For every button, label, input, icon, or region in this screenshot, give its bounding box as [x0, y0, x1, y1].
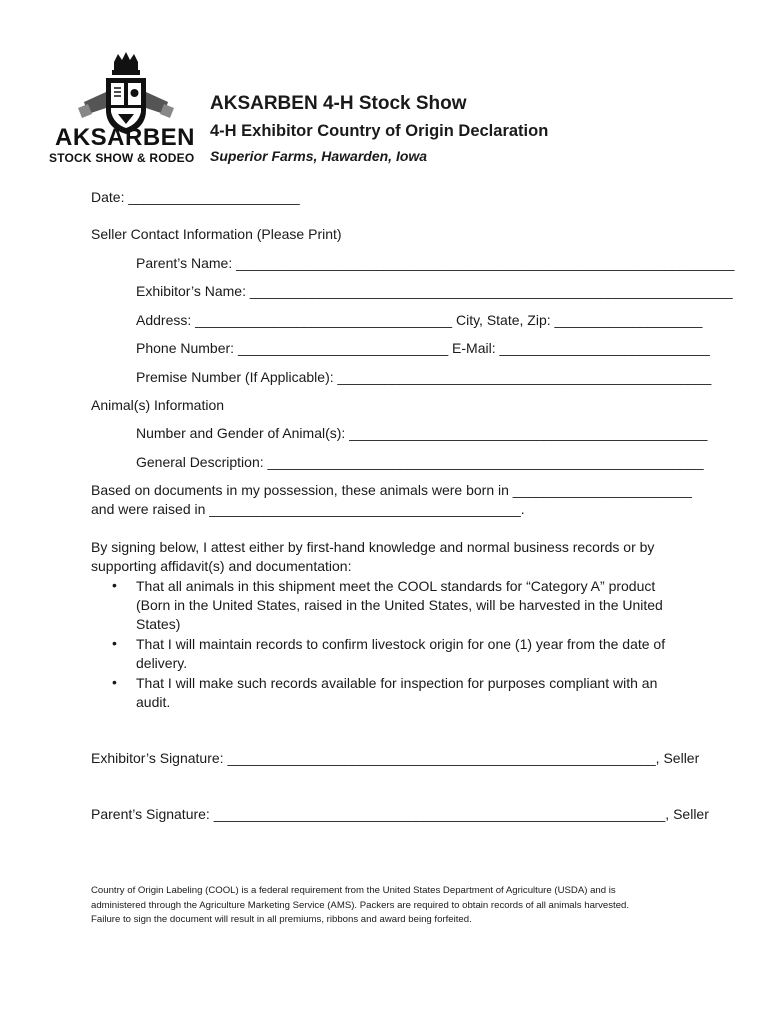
page-title: AKSARBEN 4-H Stock Show: [210, 93, 467, 114]
bullet-icon: •: [112, 635, 117, 651]
logo-wordmark: AKSARBEN: [55, 124, 196, 151]
exhibitor-signature-field[interactable]: Exhibitor’s Signature: _______________________________________________________, Seller: [91, 750, 700, 766]
parent-signature-field[interactable]: Parent’s Signature: __________________________________________________________, Seller: [91, 806, 709, 822]
exhibitor-name-field[interactable]: Exhibitor’s Name: ______________________________________________________________: [136, 283, 733, 299]
attest-bullet: That I will make such records available for inspection for purposes compliant with an audit.: [136, 675, 658, 710]
phone-email-field[interactable]: Phone Number: ___________________________ E-Mail: ___________________________: [136, 340, 710, 356]
footer-line: administered through the Agriculture Marketing Service (AMS). Packers are required to obtain records of all animals harvested.: [91, 899, 630, 911]
seller-heading: Seller Contact Information (Please Print): [91, 226, 342, 242]
date-field[interactable]: Date: ______________________: [91, 189, 300, 205]
page-location: Superior Farms, Hawarden, Iowa: [210, 148, 428, 164]
number-gender-field[interactable]: Number and Gender of Animal(s): ______________________________________________: [136, 425, 708, 441]
general-description-field[interactable]: General Description: ________________________________________________________: [136, 454, 704, 470]
logo-tagline: STOCK SHOW & RODEO: [49, 151, 195, 165]
footer-line: Failure to sign the document will result in all premiums, ribbons and award being forfeited.: [91, 914, 472, 925]
footer-note: [91, 884, 691, 928]
page-subtitle: 4-H Exhibitor Country of Origin Declaration: [210, 122, 549, 140]
attest-intro-1: By signing below, I attest either by first-hand knowledge and normal business records or by: [91, 539, 655, 555]
bullet-icon: •: [112, 674, 117, 690]
parent-name-field[interactable]: Parent’s Name: ________________________________________________________________: [136, 255, 735, 271]
raised-in-field[interactable]: and were raised in ________________________________________.: [91, 501, 525, 517]
attest-bullet: That I will maintain records to confirm livestock origin for one (1) year from the date of delivery.: [136, 636, 666, 671]
footer-line: Country of Origin Labeling (COOL) is a federal requirement from the United States Department of Agriculture (USDA) and is: [91, 885, 616, 896]
born-in-field[interactable]: Based on documents in my possession, these animals were born in _______________________: [91, 482, 692, 498]
bullet-icon: •: [112, 577, 117, 593]
address-field[interactable]: Address: _________________________________ City, State, Zip: ___________________: [136, 312, 703, 328]
premise-number-field[interactable]: Premise Number (If Applicable): ________________________________________________: [136, 369, 712, 385]
attest-intro-2: supporting affidavit(s) and documentation:: [91, 558, 352, 574]
animals-heading: Animal(s) Information: [91, 397, 225, 413]
attest-bullet: That all animals in this shipment meet the COOL standards for “Category A” product (Born in the United States, raised in the United States, will be harvested in the United States): [136, 578, 663, 632]
